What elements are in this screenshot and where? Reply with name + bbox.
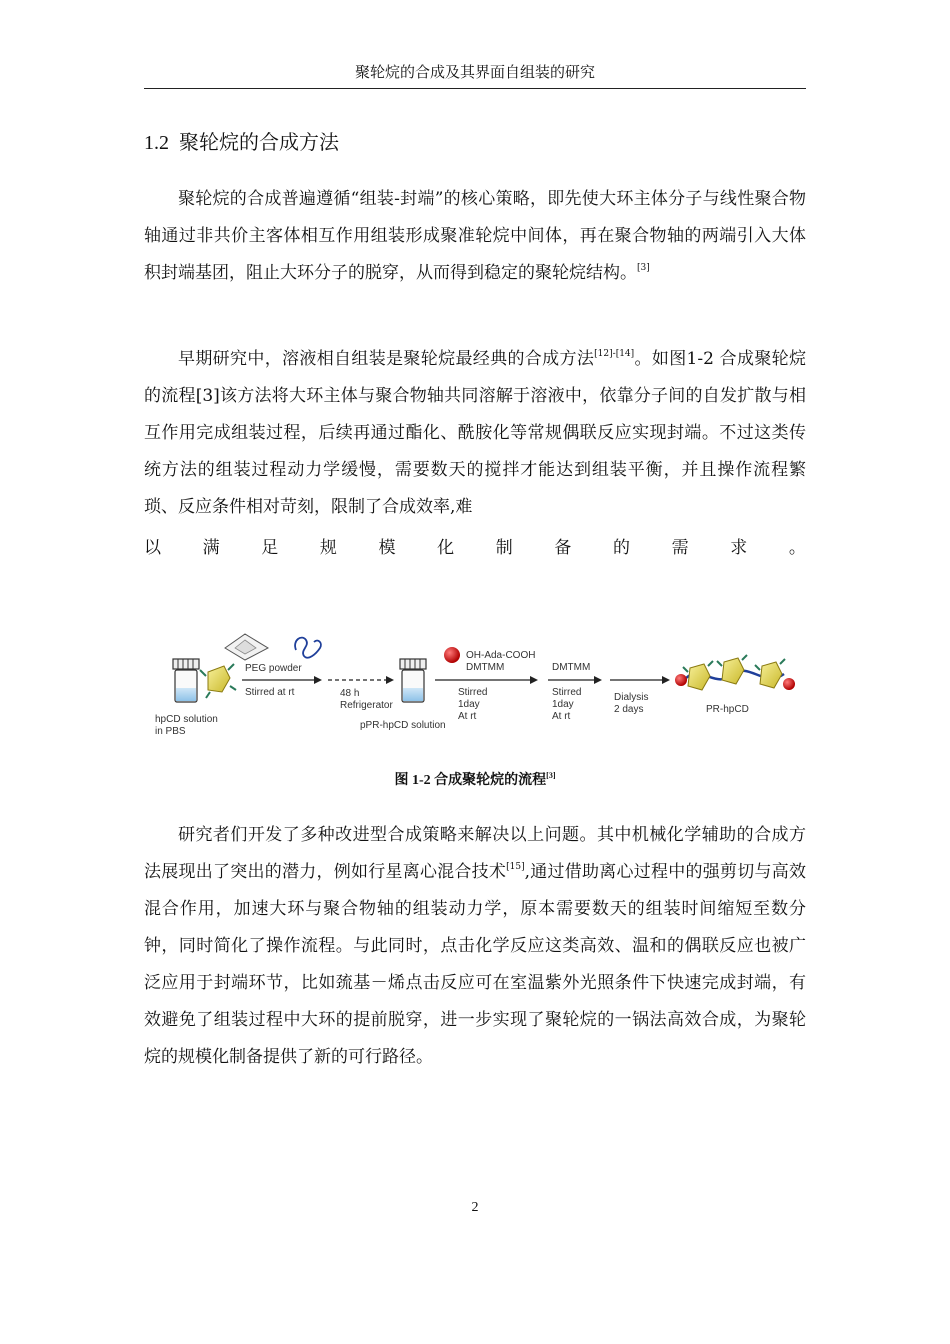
spread-char: 规 <box>319 538 337 558</box>
arrowhead-icon <box>386 676 394 684</box>
label-stirred-3: Stirred <box>552 687 582 698</box>
peg-powder-icon <box>225 634 268 660</box>
label-in-pbs: in PBS <box>155 726 186 737</box>
running-header: 聚轮烷的合成及其界面自组装的研究 <box>354 63 595 81</box>
label-2-days: 2 days <box>614 704 644 715</box>
spread-char: 的 <box>613 538 630 558</box>
label-1day-3: 1day <box>552 699 574 710</box>
citation: [15] <box>506 862 525 872</box>
spread-char: 求 <box>730 538 748 558</box>
spread-char: 制 <box>495 538 513 558</box>
paragraph-2 <box>144 341 806 526</box>
spread-char: 备 <box>554 538 572 558</box>
paragraph-1-text: 聚轮烷的合成普遍遵循“组装-封端”的核心策略，即先使大环主体分子与线性聚合物轴通过非共价主客体相互作用组装形成聚准轮烷中间体，再在聚合物轴的两端引入大体积封端基团，阻止大环分子的脱穿，从而得到稳定的聚轮烷结构。 <box>144 189 806 283</box>
polymer-chain-icon <box>295 638 321 658</box>
figure-caption <box>144 770 806 792</box>
arrowhead-icon <box>594 676 602 684</box>
label-refrigerator: Refrigerator <box>340 700 393 711</box>
label-dmtmm-1: DMTMM <box>466 662 505 673</box>
label-stirred-rt: Stirred at rt <box>245 687 295 698</box>
synthesis-scheme <box>150 620 810 750</box>
page-number: 2 <box>471 1200 479 1215</box>
arrowhead-icon <box>662 676 670 684</box>
spread-char: 化 <box>437 538 455 558</box>
paragraph-1 <box>144 181 806 292</box>
section-title: 聚轮烷的合成方法 <box>179 130 339 154</box>
citation: [3] <box>637 263 650 273</box>
adamantane-ball-icon <box>444 647 460 663</box>
vial-2-icon <box>400 659 426 702</box>
label-1day-2: 1day <box>458 699 480 710</box>
figure-caption-text: 图 1-2 合成聚轮烷的流程 <box>394 773 547 788</box>
spread-char: 足 <box>261 538 279 558</box>
spread-char: 满 <box>202 538 220 558</box>
paragraph-3-text-b: ,通过借助离心过程中的强剪切与高效混合作用，加速大环与聚合物轴的组装动力学，原本需要数天的组装时间缩短至数分钟，同时简化了操作流程。与此同时，点击化学反应这类高效、温和的偶联反应也被广泛应用于封端环节，比如巯基－烯点击反应可在室温紫外光照条件下快速完成封端，有效避免了组装过程中大环的提前脱穿，进一步实现了聚轮烷的一锅法高效合成，为聚轮烷的规模化制备提供了新的可行路径。 <box>144 862 806 1067</box>
label-oh-ada-cooh: OH-Ada-COOH <box>466 650 536 661</box>
citation: [3] <box>546 771 556 780</box>
label-dialysis: Dialysis <box>614 692 649 703</box>
label-pr-hpcd: PR-hpCD <box>706 704 749 715</box>
label-dmtmm-2: DMTMM <box>552 662 591 673</box>
arrowhead-icon <box>530 676 538 684</box>
label-at-rt-3: At rt <box>552 711 571 722</box>
spread-char: 需 <box>671 538 689 558</box>
section-heading <box>144 128 339 157</box>
citation: [12]-[14] <box>594 349 635 359</box>
spread-char: 模 <box>378 538 396 558</box>
spread-char: 以 <box>144 538 161 558</box>
label-hpcd-solution: hpCD solution <box>155 714 218 725</box>
label-48h: 48 h <box>340 688 360 699</box>
header-rule <box>144 88 806 89</box>
paragraph-3 <box>144 817 806 1076</box>
paragraph-2-text-a: 早期研究中，溶液相自组装是聚轮烷最经典的合成方法 <box>178 349 595 369</box>
arrowhead-icon <box>314 676 322 684</box>
label-stirred-2: Stirred <box>458 687 488 698</box>
label-at-rt-2: At rt <box>458 711 477 722</box>
polyrotaxane-icon <box>675 655 795 690</box>
synthesis-figure <box>150 620 810 750</box>
label-ppr-solution: pPR-hpCD solution <box>360 720 446 731</box>
paragraph-3-text-a: 研究者们开发了多种改进型合成策略来解决以上问题。其中机械化学辅助的合成方法展现出了突出的潜力，例如行星离心混合技术 <box>144 825 806 882</box>
vial-1-icon <box>173 659 199 702</box>
paragraph-2-text-b: 。如图1-2 合成聚轮烷的流程[3]该方法将大环主体与聚合物轴共同溶解于溶液中，依靠分子间的自发扩散与相互作用完成组装过程，后续再通过酯化、酰胺化等常规偶联反应实现封端。不过这类传统方法的组装过程动力学缓慢，需要数天的搅拌才能达到组装平衡，并且操作流程繁琐、反应条件相对苛刻，限制了合成效率,难 <box>144 349 807 517</box>
spread-char: 。 <box>788 538 806 558</box>
section-number: 1.2 <box>144 132 169 154</box>
cyclodextrin-1-icon <box>200 664 236 698</box>
paragraph-2-last-line <box>144 530 806 567</box>
label-peg-powder: PEG powder <box>245 663 302 674</box>
